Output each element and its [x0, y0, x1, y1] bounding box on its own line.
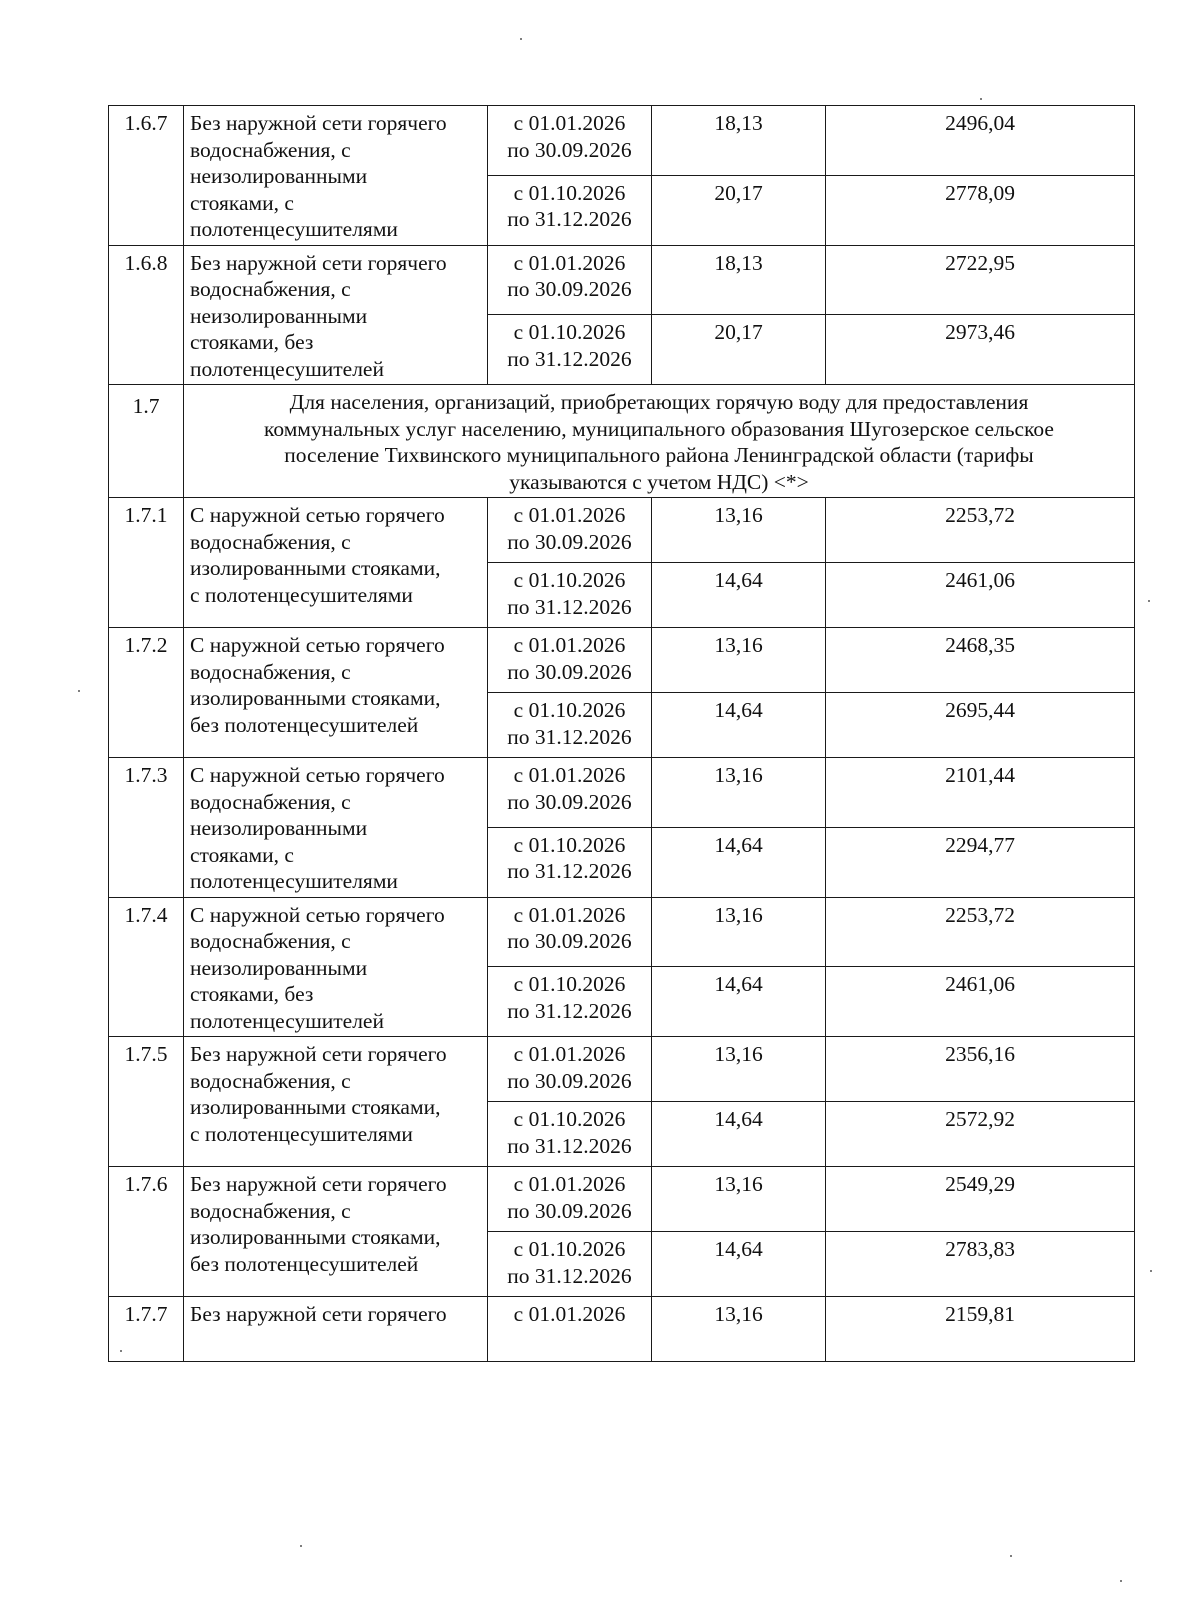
description-line: изолированными стояками, [190, 1225, 441, 1249]
component-value-cell: 14,64 [652, 1232, 826, 1297]
row-number: 1.7.5 [109, 1037, 184, 1167]
period-from: с 01.01.2026 [513, 1042, 626, 1066]
period-from: с 01.10.2026 [513, 972, 626, 997]
period-from: с 01.01.2026 [513, 633, 626, 657]
description-line: изолированными стояками, [190, 1095, 441, 1119]
component-value-cell: 13,16 [652, 1167, 826, 1232]
row-number: 1.7.6 [109, 1167, 184, 1297]
table-row [109, 245, 1135, 315]
component-value-cell: 13,16 [652, 1297, 826, 1362]
tariff-value-cell: 2722,95 [826, 245, 1135, 315]
description-line: водоснабжения, с [190, 1198, 351, 1223]
component-value-cell: 20,17 [652, 315, 826, 385]
period-cell [488, 1297, 652, 1362]
description-line: Без наружной сети горячего [190, 1172, 447, 1196]
period-cell [488, 1037, 652, 1102]
period-cell [488, 245, 652, 315]
row-description [184, 1037, 488, 1167]
description-line: Без наружной сети горячего [190, 250, 447, 275]
component-value-cell: 18,13 [652, 106, 826, 176]
row-description [184, 1167, 488, 1297]
period-to: по 30.09.2026 [507, 1068, 632, 1093]
row-number: 1.7.3 [109, 758, 184, 898]
description-line: водоснабжения, с [190, 1068, 351, 1093]
period-from: с 01.10.2026 [513, 1237, 626, 1261]
period-cell [488, 1232, 652, 1297]
component-value-cell: 13,16 [652, 628, 826, 693]
tariff-value-cell: 2461,06 [826, 563, 1135, 628]
section-header-line: поселение Тихвинского муниципального района Ленинградской области (тарифы [284, 443, 1034, 467]
period-cell [488, 563, 652, 628]
description-line: неизолированными [190, 303, 368, 328]
description-line: без полотенцесушителей [190, 712, 419, 737]
description-line: стояками, без [190, 330, 314, 354]
table-row [109, 758, 1135, 828]
description-line: неизолированными [190, 955, 368, 980]
component-value-cell: 14,64 [652, 827, 826, 897]
component-value-cell: 13,16 [652, 897, 826, 967]
tariff-value-cell: 2783,83 [826, 1232, 1135, 1297]
row-description [184, 1297, 488, 1362]
period-to: по 30.09.2026 [507, 659, 632, 684]
description-line: неизолированными [190, 816, 368, 840]
description-line: изолированными стояками, [190, 686, 441, 710]
period-from: с 01.10.2026 [513, 1107, 626, 1131]
description-line: полотенцесушителями [190, 217, 398, 241]
period-to: по 31.12.2026 [507, 998, 632, 1023]
description-line: С наружной сетью горячего [190, 763, 445, 787]
tariff-value-cell: 2778,09 [826, 175, 1135, 245]
tariff-value-cell: 2461,06 [826, 967, 1135, 1037]
scan-speck [1120, 1580, 1122, 1582]
row-number: 1.7.7 [109, 1297, 184, 1362]
tariff-value-cell: 2253,72 [826, 498, 1135, 563]
component-value-cell: 13,16 [652, 758, 826, 828]
period-from: с 01.01.2026 [513, 763, 626, 787]
component-value-cell: 13,16 [652, 1037, 826, 1102]
description-line: С наружной сетью горячего [190, 503, 445, 527]
table-row [109, 1297, 1135, 1362]
description-line: С наружной сетью горячего [190, 902, 445, 927]
period-to: по 31.12.2026 [507, 1263, 632, 1288]
tariff-value-cell: 2101,44 [826, 758, 1135, 828]
section-header-line: указываются с учетом НДС) <*> [509, 469, 809, 494]
description-line: неизолированными [190, 164, 368, 188]
description-line: стояками, с [190, 842, 294, 867]
period-cell [488, 758, 652, 828]
table-row [109, 106, 1135, 176]
description-line: без полотенцесушителей [190, 1251, 419, 1276]
tariff-table-body [109, 106, 1135, 1362]
description-line: Без наружной сети горячего [190, 111, 447, 135]
period-to: по 30.09.2026 [507, 1198, 632, 1223]
scan-speck [78, 690, 80, 692]
description-line: с полотенцесушителями [190, 582, 413, 607]
description-line: водоснабжения, с [190, 659, 351, 684]
period-cell [488, 106, 652, 176]
description-line: водоснабжения, с [190, 789, 351, 814]
tariff-value-cell: 2973,46 [826, 315, 1135, 385]
period-to: по 31.12.2026 [507, 1133, 632, 1158]
description-line: водоснабжения, с [190, 929, 351, 953]
row-number: 1.6.7 [109, 106, 184, 246]
period-from: с 01.01.2026 [513, 250, 626, 275]
row-description [184, 758, 488, 898]
period-to: по 31.12.2026 [507, 724, 632, 749]
period-to: по 30.09.2026 [507, 277, 632, 301]
row-description [184, 897, 488, 1037]
tariff-value-cell: 2356,16 [826, 1037, 1135, 1102]
tariff-value-cell: 2572,92 [826, 1102, 1135, 1167]
scan-speck [1150, 1270, 1152, 1272]
tariff-value-cell: 2159,81 [826, 1297, 1135, 1362]
component-value-cell: 13,16 [652, 498, 826, 563]
scan-speck [520, 38, 522, 40]
row-description [184, 628, 488, 758]
component-value-cell: 14,64 [652, 563, 826, 628]
description-line: водоснабжения, с [190, 529, 351, 554]
description-line: изолированными стояками, [190, 556, 441, 580]
section-header-row [109, 385, 1135, 498]
row-number: 1.7.1 [109, 498, 184, 628]
period-cell [488, 897, 652, 967]
table-row [109, 628, 1135, 693]
scan-speck [120, 1350, 122, 1352]
period-from: с 01.10.2026 [513, 568, 626, 592]
description-line: водоснабжения, с [190, 137, 351, 162]
period-cell [488, 628, 652, 693]
tariff-value-cell: 2695,44 [826, 693, 1135, 758]
row-description [184, 245, 488, 385]
description-line: полотенцесушителей [190, 1008, 384, 1033]
period-from: с 01.10.2026 [513, 320, 626, 345]
table-row [109, 1037, 1135, 1102]
table-row [109, 498, 1135, 563]
period-to: по 30.09.2026 [507, 929, 632, 953]
row-description [184, 106, 488, 246]
row-number: 1.7 [109, 385, 184, 498]
tariff-value-cell: 2549,29 [826, 1167, 1135, 1232]
component-value-cell: 14,64 [652, 967, 826, 1037]
tariff-value-cell: 2496,04 [826, 106, 1135, 176]
period-from: с 01.01.2026 [513, 111, 626, 135]
description-line: стояками, без [190, 982, 314, 1006]
period-cell [488, 1167, 652, 1232]
period-cell [488, 498, 652, 563]
description-line: С наружной сетью горячего [190, 633, 445, 657]
period-cell [488, 693, 652, 758]
scan-speck [1010, 1555, 1012, 1557]
description-line: Без наружной сети горячего [190, 1302, 447, 1326]
tariff-table [108, 105, 1135, 1362]
period-from: с 01.01.2026 [513, 902, 626, 927]
table-row [109, 897, 1135, 967]
scan-speck [1148, 600, 1150, 602]
component-value-cell: 18,13 [652, 245, 826, 315]
period-cell [488, 827, 652, 897]
tariff-value-cell: 2294,77 [826, 827, 1135, 897]
period-to: по 30.09.2026 [507, 137, 632, 162]
row-number: 1.7.2 [109, 628, 184, 758]
period-cell [488, 1102, 652, 1167]
description-line: стояками, с [190, 190, 294, 215]
section-header-line: коммунальных услуг населению, муниципального образования Шугозерское сельское [264, 416, 1054, 441]
tariff-value-cell: 2468,35 [826, 628, 1135, 693]
table-row [109, 1167, 1135, 1232]
scan-speck [980, 98, 982, 100]
tariff-value-cell: 2253,72 [826, 897, 1135, 967]
component-value-cell: 14,64 [652, 693, 826, 758]
period-to: по 31.12.2026 [507, 594, 632, 619]
section-header-text [184, 385, 1135, 498]
period-from: с 01.01.2026 [513, 1172, 626, 1196]
period-from: с 01.01.2026 [513, 503, 626, 527]
scan-speck [300, 1545, 302, 1547]
component-value-cell: 20,17 [652, 175, 826, 245]
period-cell [488, 967, 652, 1037]
description-line: с полотенцесушителями [190, 1121, 413, 1146]
section-header-line: Для населения, организаций, приобретающих горячую воду для предоставления [289, 390, 1029, 414]
description-line: водоснабжения, с [190, 277, 351, 301]
period-cell [488, 315, 652, 385]
row-description [184, 498, 488, 628]
component-value-cell: 14,64 [652, 1102, 826, 1167]
period-to: по 30.09.2026 [507, 789, 632, 814]
period-from: с 01.01.2026 [513, 1302, 626, 1326]
period-from: с 01.10.2026 [513, 698, 626, 722]
period-to: по 31.12.2026 [507, 207, 632, 232]
row-number: 1.7.4 [109, 897, 184, 1037]
period-to: по 31.12.2026 [507, 346, 632, 371]
period-to: по 30.09.2026 [507, 529, 632, 554]
period-to: по 31.12.2026 [507, 859, 632, 884]
period-from: с 01.10.2026 [513, 180, 626, 205]
period-from: с 01.10.2026 [513, 832, 626, 857]
description-line: полотенцесушителями [190, 869, 398, 893]
description-line: Без наружной сети горячего [190, 1042, 447, 1066]
row-number: 1.6.8 [109, 245, 184, 385]
period-cell [488, 175, 652, 245]
description-line: полотенцесушителей [190, 356, 384, 381]
